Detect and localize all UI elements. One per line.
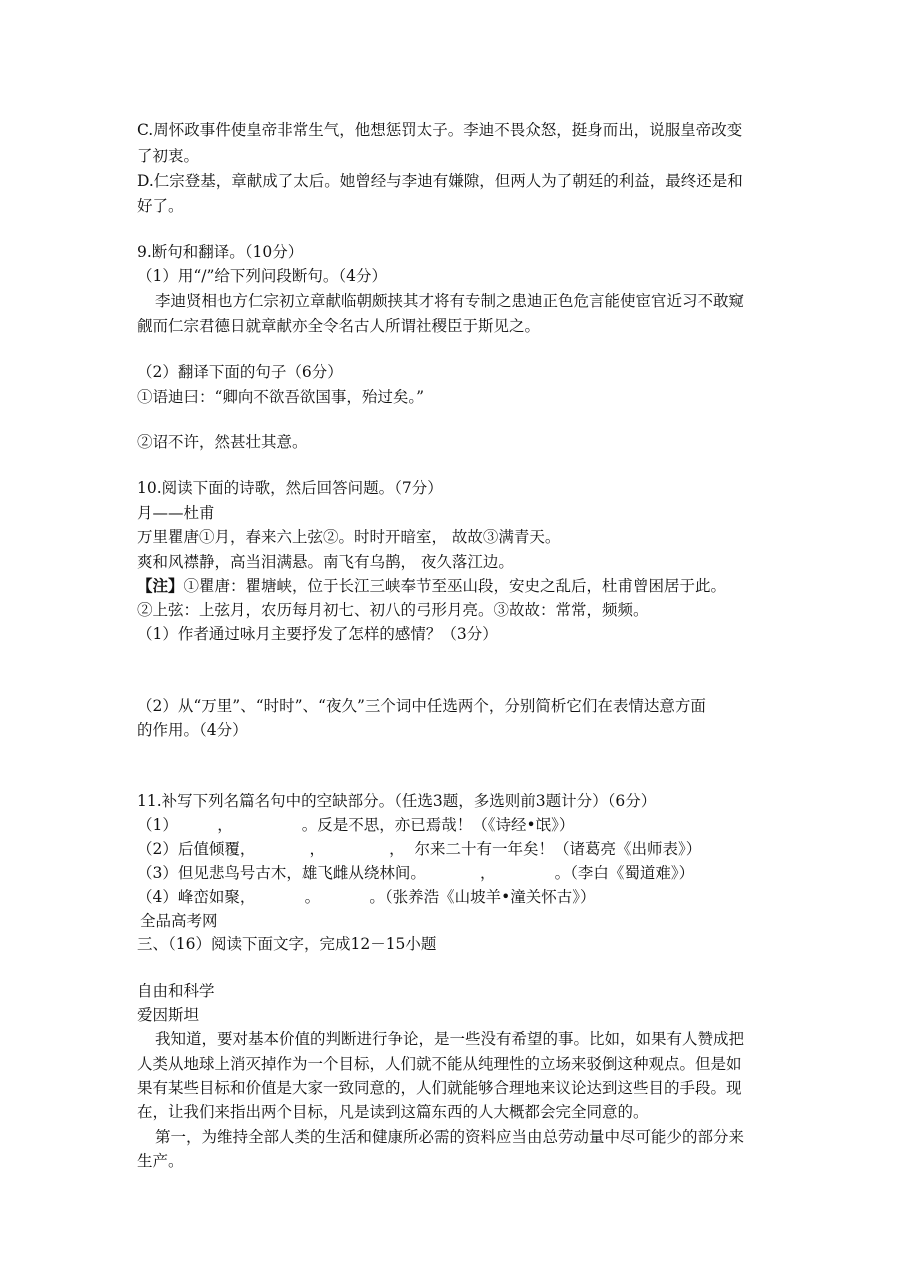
q11-item4: （4）峰峦如聚， 。 。（张养浩《山坡羊•潼关怀古》） (137, 888, 596, 906)
q8-option-d-line2: 好了。 (137, 197, 184, 215)
q10-question2-line1: （2）从“万里”、“时时”、“夜久”三个词中任选两个，分别简析它们在表情达意方面 (137, 697, 706, 715)
q9-passage-line2: 觎而仁宗君德日就章献亦全令名古人所谓社稷臣于斯见之。 (137, 317, 541, 335)
q9-sentence2: ②诏不许，然甚壮其意。 (137, 433, 308, 451)
q8-option-d-line1: D.仁宗登基，章献成了太后。她曾经与李迪有嫌隙，但两人为了朝廷的利益，最终还是和 (137, 172, 743, 190)
article-author: 爱因斯坦 (137, 1006, 200, 1024)
watermark-text: 全品高考网 (140, 912, 218, 930)
article-p1-line4: 在，让我们来指出两个目标，凡是读到这篇东西的人大概都会完全同意的。 (137, 1103, 649, 1121)
poem-note2: ②上弦：上弦月，农历每月初七、初八的弓形月亮。③故故：常常，频频。 (137, 601, 649, 619)
q9-part2: （2）翻译下面的句子（6分） (137, 363, 343, 381)
q11-title: 11.补写下列名篇名句中的空缺部分。（任选3题，多选则前3题计分）（6分） (137, 792, 657, 810)
note1-text: ①瞿唐：瞿塘峡，位于长江三峡奉节至巫山段，安史之乱后，杜甫曾困居于此。 (183, 577, 727, 595)
poem-title: 月——杜甫 (137, 504, 215, 522)
q11-item3: （3）但见悲鸟号古木，雄飞雌从绕林间。 ， 。（李白《蜀道难》） (137, 864, 695, 882)
poem-line1: 万里瞿唐①月，春来六上弦②。时时开暗室， 故故③满青天。 (137, 528, 561, 546)
article-p2-line1: 第一，为维持全部人类的生活和健康所必需的资料应当由总劳动量中尽可能少的部分来 (155, 1128, 745, 1146)
q8-option-c-line1: C.周怀政事件使皇帝非常生气，他想惩罚太子。李迪不畏众怒，挺身而出，说服皇帝改变 (137, 121, 743, 139)
q8-option-c-line2: 了初衷。 (137, 147, 200, 165)
q9-title: 9.断句和翻译。（10分） (137, 243, 304, 261)
article-p2-line2: 生产。 (137, 1152, 184, 1170)
poem-note1 (137, 575, 726, 597)
q9-part1: （1）用“/”给下列问段断句。（4分） (137, 267, 388, 285)
q10-title: 10.阅读下面的诗歌，然后回答问题。（7分） (137, 479, 443, 497)
note-label: 【注】 (137, 576, 184, 595)
q11-item2: （2）后值倾覆， ， ， 尔来二十有一年矣！（诸葛亮《出师表》） (137, 840, 702, 858)
article-p1-line3: 果有某些目标和价值是大家一致同意的，人们就能够合理地来议论达到这些目的手段。现 (137, 1079, 742, 1097)
q10-question2-line2: 的作用。（4分） (137, 721, 248, 739)
poem-line2: 爽和风襟静，高当泪满悬。南飞有乌鹊， 夜久落江边。 (137, 553, 514, 571)
q9-passage-line1: 李迪贤相也方仁宗初立章献临朝颇挟其才将有专制之患迪正色危言能使宦官近习不敢窥 (155, 292, 745, 310)
article-p1-line1: 我知道，要对基本价值的判断进行争论，是一些没有希望的事。比如，如果有人赞成把 (155, 1030, 745, 1048)
article-p1-line2: 人类从地球上消灭掉作为一个目标，人们就不能从纯理性的立场来驳倒这种观点。但是如 (137, 1055, 742, 1073)
q11-item1: （1） ， 。反是不思，亦已焉哉！（《诗经•氓》） (137, 816, 575, 834)
article-title: 自由和科学 (137, 982, 215, 1000)
q9-sentence1: ①语迪曰：“卿向不欲吾欲国事，殆过矣。” (137, 388, 425, 406)
q10-question1: （1）作者通过咏月主要抒发了怎样的感情？（3分） (137, 625, 498, 643)
part3-heading: 三、（16）阅读下面文字，完成12－15小题 (137, 935, 437, 953)
